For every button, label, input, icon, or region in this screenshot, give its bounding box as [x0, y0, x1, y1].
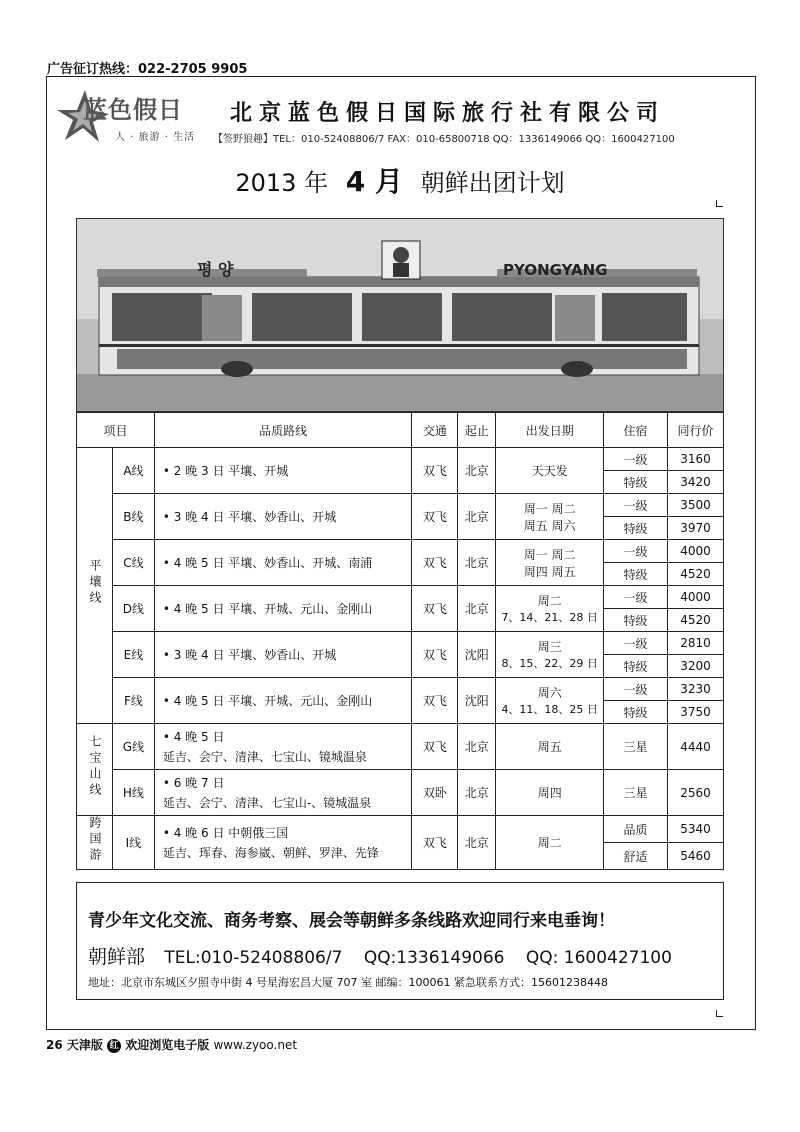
line-code: E线	[112, 632, 154, 678]
tour-schedule-table	[76, 412, 724, 870]
info-contacts	[88, 942, 672, 969]
line-code: D线	[112, 586, 154, 632]
contact-bar: 【签野狼趣】TEL：010-52408806/7 FAX：010-65800718 QQ：1336149066 QQ：1600427100	[213, 134, 675, 145]
lodging: 一级	[604, 586, 668, 609]
price: 5340	[668, 816, 724, 843]
price: 3750	[668, 701, 724, 724]
route-text: • 2 晚 3 日 平壤、开城	[154, 448, 412, 494]
crop-mark	[716, 1010, 723, 1017]
header-price: 同行价	[668, 413, 724, 448]
header-lodging: 住宿	[604, 413, 668, 448]
dates: 周五	[496, 724, 604, 770]
price: 2560	[668, 770, 724, 816]
city: 北京	[458, 586, 496, 632]
table-row	[77, 586, 724, 609]
lodging: 一级	[604, 448, 668, 471]
transport: 双飞	[412, 632, 458, 678]
transport: 双飞	[412, 540, 458, 586]
city: 北京	[458, 448, 496, 494]
transport: 双飞	[412, 816, 458, 870]
lodging: 一级	[604, 540, 668, 563]
info-qq2: QQ: 1600427100	[525, 948, 672, 968]
transport: 双飞	[412, 678, 458, 724]
header-city: 起止	[458, 413, 496, 448]
info-tel: TEL:010-52408806/7	[164, 948, 343, 968]
pyongyang-airport-photo	[76, 218, 724, 412]
footer-text: 欢迎浏览电子版	[125, 1038, 210, 1052]
plan-title	[0, 160, 800, 200]
logo-name: 蓝色假日	[83, 96, 183, 124]
table-row	[77, 448, 724, 471]
crop-mark	[716, 200, 723, 207]
ad-hotline: 广告征订热线：022-2705 9905	[47, 62, 248, 77]
route-text: • 4 晚 6 日 中朝俄三国 延吉、珲春、海参崴、朝鲜、罗津、先锋	[154, 816, 412, 870]
transport: 双飞	[412, 586, 458, 632]
info-headline: 青少年文化交流、商务考察、展会等朝鲜多条线路欢迎同行来电垂询！	[88, 911, 615, 931]
lodging: 品质	[604, 816, 668, 843]
price: 3500	[668, 494, 724, 517]
category-crossborder: 跨国游	[77, 816, 113, 870]
dates: 周二 7、14、21、28 日	[496, 586, 604, 632]
dates: 天天发	[496, 448, 604, 494]
logo-slogan: 人 · 旅游 · 生活	[115, 132, 196, 143]
lodging: 三星	[604, 770, 668, 816]
line-code: G线	[112, 724, 154, 770]
price: 5460	[668, 843, 724, 870]
city: 北京	[458, 540, 496, 586]
red-badge-icon: 红	[107, 1039, 121, 1053]
dates: 周一 周二 周四 周五	[496, 540, 604, 586]
info-address: 地址：北京市东城区夕照寺中街 4 号星海宏昌大厦 707 室 邮编：100061 紧急联系方式：15601238448	[88, 976, 608, 989]
transport: 双飞	[412, 494, 458, 540]
lodging: 特级	[604, 655, 668, 678]
lodging: 一级	[604, 678, 668, 701]
header-transport: 交通	[412, 413, 458, 448]
plan-year: 2013 年	[235, 169, 329, 197]
company-logo	[55, 88, 215, 148]
page-number: 26	[46, 1038, 63, 1052]
transport: 双卧	[412, 770, 458, 816]
header-item: 项目	[77, 413, 155, 448]
edition: 天津版	[66, 1038, 103, 1052]
dates: 周六 4、11、18、25 日	[496, 678, 604, 724]
plan-text: 朝鲜出团计划	[420, 169, 565, 197]
table-row	[77, 494, 724, 517]
line-code: I线	[112, 816, 154, 870]
line-code: H线	[112, 770, 154, 816]
city: 北京	[458, 816, 496, 870]
transport: 双飞	[412, 448, 458, 494]
header-route: 品质路线	[154, 413, 412, 448]
lodging: 特级	[604, 563, 668, 586]
footer-url[interactable]: www.zyoo.net	[213, 1038, 298, 1052]
line-code: F线	[112, 678, 154, 724]
table-row	[77, 770, 724, 816]
price: 4000	[668, 586, 724, 609]
lodging: 一级	[604, 632, 668, 655]
table-row	[77, 540, 724, 563]
city: 北京	[458, 770, 496, 816]
page-footer	[46, 1036, 297, 1053]
city: 北京	[458, 494, 496, 540]
table-row	[77, 632, 724, 655]
company-name: 北京蓝色假日国际旅行社有限公司	[230, 101, 666, 126]
price: 3970	[668, 517, 724, 540]
line-code: A线	[112, 448, 154, 494]
route-text: • 3 晚 4 日 平壤、妙香山、开城	[154, 632, 412, 678]
table-header-row	[77, 413, 724, 448]
price: 4440	[668, 724, 724, 770]
lodging: 特级	[604, 471, 668, 494]
price: 4000	[668, 540, 724, 563]
airport-illustration	[77, 219, 723, 411]
line-code: C线	[112, 540, 154, 586]
dates: 周二	[496, 816, 604, 870]
line-code: B线	[112, 494, 154, 540]
lodging: 特级	[604, 517, 668, 540]
category-pyongyang: 平壤线	[77, 448, 113, 724]
lodging: 三星	[604, 724, 668, 770]
info-qq1: QQ:1336149066	[363, 948, 505, 968]
price: 3200	[668, 655, 724, 678]
sign-english: PYONGYANG	[503, 261, 608, 279]
dates: 周一 周二 周五 周六	[496, 494, 604, 540]
header-dates: 出发日期	[496, 413, 604, 448]
lodging: 一级	[604, 494, 668, 517]
price: 2810	[668, 632, 724, 655]
table-row	[77, 816, 724, 843]
route-text: • 4 晚 5 日 平壤、妙香山、开城、南浦	[154, 540, 412, 586]
lodging: 特级	[604, 701, 668, 724]
city: 沈阳	[458, 632, 496, 678]
info-dept: 朝鲜部	[88, 946, 146, 968]
lodging: 舒适	[604, 843, 668, 870]
dates: 周四	[496, 770, 604, 816]
lodging: 特级	[604, 609, 668, 632]
route-text: • 6 晚 7 日 延吉、会宁、清津、七宝山-、镜城温泉	[154, 770, 412, 816]
dates: 周三 8、15、22、29 日	[496, 632, 604, 678]
table-row	[77, 724, 724, 770]
category-chilbosan: 七宝山线	[77, 724, 113, 816]
price: 3420	[668, 471, 724, 494]
city: 北京	[458, 724, 496, 770]
table-row	[77, 678, 724, 701]
sign-korean: 평 양	[197, 260, 234, 279]
route-text: • 4 晚 5 日 平壤、开城、元山、金刚山	[154, 678, 412, 724]
transport: 双飞	[412, 724, 458, 770]
city: 沈阳	[458, 678, 496, 724]
route-text: • 3 晚 4 日 平壤、妙香山、开城	[154, 494, 412, 540]
price: 3160	[668, 448, 724, 471]
price: 3230	[668, 678, 724, 701]
route-text: • 4 晚 5 日 延吉、会宁、清津、七宝山、镜城温泉	[154, 724, 412, 770]
plan-month: 4 月	[345, 165, 403, 198]
route-text: • 4 晚 5 日 平壤、开城、元山、金刚山	[154, 586, 412, 632]
price: 4520	[668, 609, 724, 632]
price: 4520	[668, 563, 724, 586]
